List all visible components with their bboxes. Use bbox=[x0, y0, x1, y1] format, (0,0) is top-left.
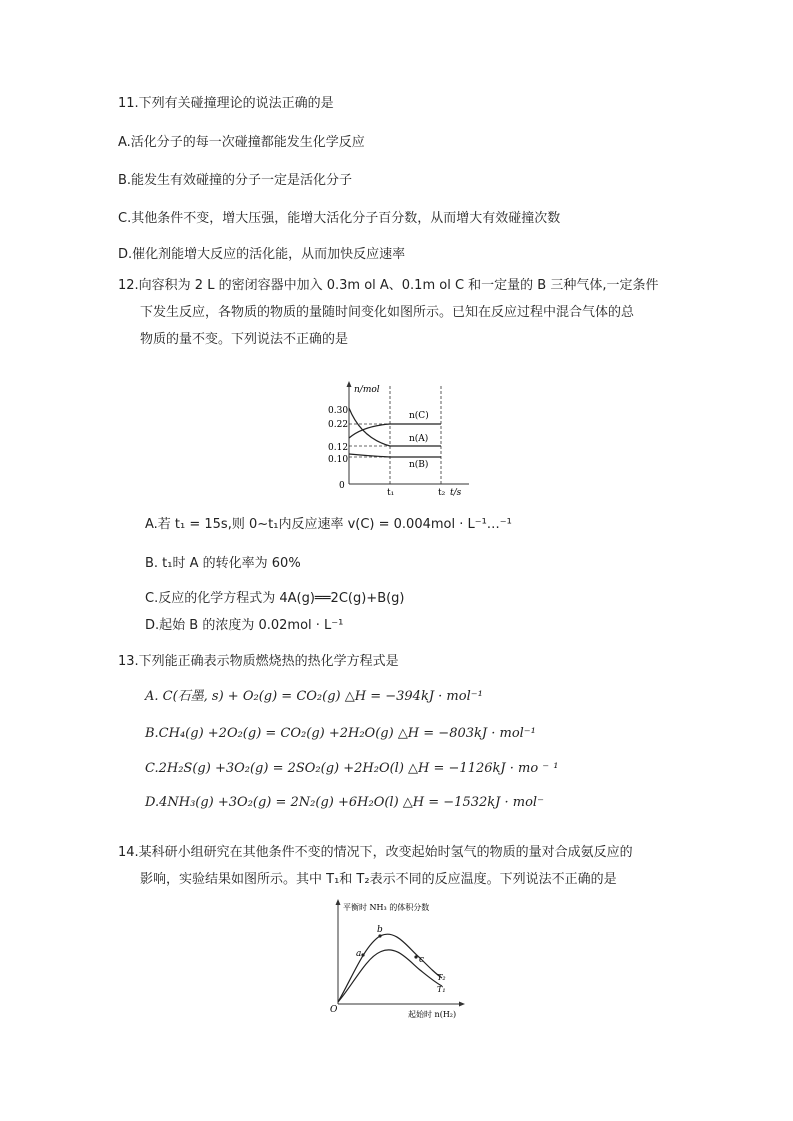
y-axis-label: n/mol bbox=[354, 385, 380, 395]
q12-option-a: A.若 t₁ = 15s,则 0~t₁内反应速率 v(C) = 0.004mol · L⁻¹…⁻¹ bbox=[145, 517, 512, 532]
label-nB: n(B) bbox=[409, 460, 429, 470]
q12-option-c: C.反应的化学方程式为 4A(g)══2C(g)+B(g) bbox=[145, 591, 405, 606]
label-nA: n(A) bbox=[409, 434, 429, 444]
mole-time-chart bbox=[325, 378, 475, 498]
y-tick-022: 0.22 bbox=[328, 420, 349, 430]
q11-stem: 11.下列有关碰撞理论的说法正确的是 bbox=[118, 96, 334, 111]
x-tick-t2: t₂ bbox=[438, 488, 446, 498]
point-label-c: c bbox=[419, 955, 425, 965]
q12-stem-line-1: 12.向容积为 2 L 的密闭容器中加入 0.3m ol A、0.1m ol C 和一定量的 B 三种气体,一定条件 bbox=[118, 278, 659, 293]
q14-stem-line-2: 影响，实验结果如图所示。其中 T₁和 T₂表示不同的反应温度。下列说法不正确的是 bbox=[140, 872, 617, 887]
y-axis-label: 平衡时 NH₃ 的体积分数 bbox=[343, 903, 430, 912]
q13-stem: 13.下列能正确表示物质燃烧热的热化学方程式是 bbox=[118, 654, 399, 669]
point-a bbox=[361, 953, 364, 956]
x-tick-t1: t₁ bbox=[387, 488, 395, 498]
q11-option-c: C.其他条件不变，增大压强，能增大活化分子百分数，从而增大有效碰撞次数 bbox=[118, 211, 561, 226]
q13-option-a: A. C(石墨, s) + O₂(g) = CO₂(g) △H = −394kJ · mol⁻¹ bbox=[145, 689, 483, 704]
q12-option-d: D.起始 B 的浓度为 0.02mol · L⁻¹ bbox=[145, 618, 344, 633]
point-label-b: b bbox=[377, 925, 383, 935]
origin-label: 0 bbox=[339, 481, 345, 491]
label-t2: T₂ bbox=[437, 973, 446, 982]
y-tick-010: 0.10 bbox=[328, 455, 349, 465]
q11-option-d: D.催化剂能增大反应的活化能，从而加快反应速率 bbox=[118, 247, 406, 262]
curve-t1 bbox=[338, 950, 442, 1002]
ammonia-fraction-chart bbox=[320, 898, 470, 1022]
q13-option-b: B.CH₄(g) +2O₂(g) = CO₂(g) +2H₂O(g) △H = −803kJ · mol⁻¹ bbox=[145, 726, 536, 741]
y-tick-030: 0.30 bbox=[328, 406, 349, 416]
q13-option-d: D.4NH₃(g) +3O₂(g) = 2N₂(g) +6H₂O(l) △H = −1532kJ · mol⁻ bbox=[145, 795, 544, 810]
q11-option-b: B.能发生有效碰撞的分子一定是活化分子 bbox=[118, 173, 353, 188]
x-axis-label: 起始时 n(H₂) bbox=[408, 1010, 457, 1019]
label-t1: T₁ bbox=[437, 985, 446, 994]
curve-b bbox=[349, 454, 441, 457]
point-label-a: a bbox=[356, 949, 362, 959]
point-c bbox=[414, 955, 417, 958]
origin-label: O bbox=[330, 1005, 338, 1015]
q12-stem-line-2: 下发生反应，各物质的物质的量随时间变化如图所示。已知在反应过程中混合气体的总 bbox=[140, 305, 635, 320]
y-tick-012: 0.12 bbox=[328, 443, 349, 453]
q12-stem-line-3: 物质的量不变。下列说法不正确的是 bbox=[140, 332, 349, 347]
q11-option-a: A.活化分子的每一次碰撞都能发生化学反应 bbox=[118, 135, 365, 150]
q13-option-c: C.2H₂S(g) +3O₂(g) = 2SO₂(g) +2H₂O(l) △H = −1126kJ · mo ⁻ ¹ bbox=[145, 761, 559, 776]
curve-t2 bbox=[338, 934, 442, 1002]
q12-option-b: B. t₁时 A 的转化率为 60% bbox=[145, 556, 301, 571]
label-nC: n(C) bbox=[409, 411, 429, 421]
x-axis-label: t/s bbox=[450, 488, 462, 498]
q14-stem-line-1: 14.某科研小组研究在其他条件不变的情况下，改变起始时氢气的物质的量对合成氨反应的 bbox=[118, 845, 633, 860]
